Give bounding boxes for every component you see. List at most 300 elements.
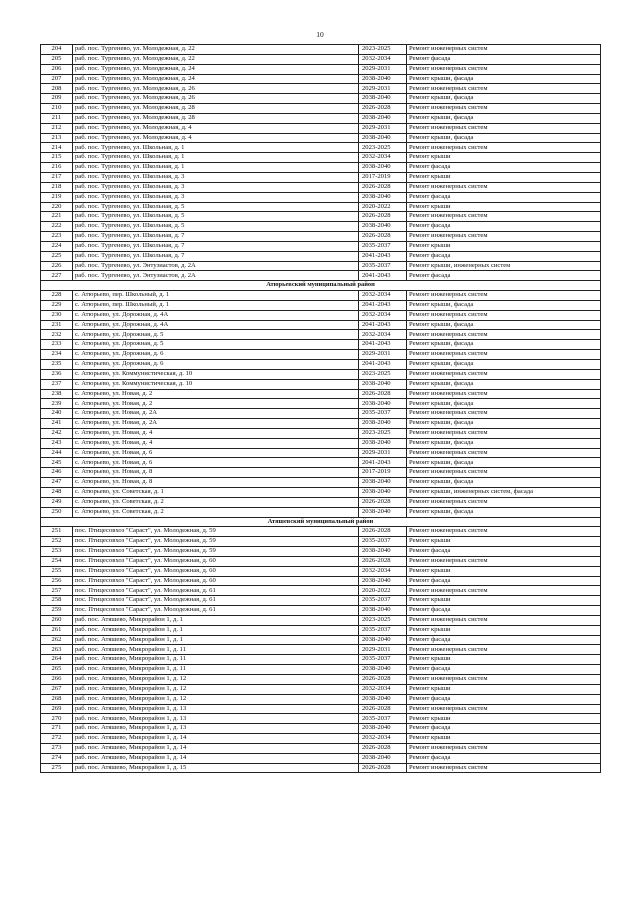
row-number: 273 (41, 743, 73, 753)
row-number: 249 (41, 497, 73, 507)
table-row (41, 556, 601, 566)
table-row (41, 369, 601, 379)
table-row (41, 665, 601, 675)
table-row (41, 251, 601, 261)
address-cell: раб. пос. Тургенево, ул. Молодежная, д. 28 (73, 104, 359, 114)
table-row (41, 360, 601, 370)
period-cell: 2035-2037 (359, 241, 407, 251)
work-type-cell: Ремонт крыши, инженерных систем (407, 261, 601, 271)
address-cell: с. Атюрьево, ул. Советская, д. 2 (73, 497, 359, 507)
work-type-cell: Ремонт инженерных систем (407, 104, 601, 114)
row-number: 243 (41, 438, 73, 448)
row-number: 255 (41, 566, 73, 576)
table-row (41, 271, 601, 281)
table-row (41, 419, 601, 429)
work-type-cell: Ремонт инженерных систем (407, 615, 601, 625)
table-row (41, 45, 601, 55)
period-cell: 2035-2037 (359, 625, 407, 635)
table-row (41, 724, 601, 734)
period-cell: 2038-2040 (359, 724, 407, 734)
table-row (41, 734, 601, 744)
work-type-cell: Ремонт крыши, фасада (407, 379, 601, 389)
period-cell: 2026-2028 (359, 556, 407, 566)
address-cell: с. Атюрьево, пер. Школьный, д. 1 (73, 300, 359, 310)
work-type-cell: Ремонт крыши, фасада (407, 74, 601, 84)
address-cell: раб. пос. Атяшево, Микрорайон 1, д. 11 (73, 655, 359, 665)
period-cell: 2023-2025 (359, 369, 407, 379)
work-type-cell: Ремонт инженерных систем (407, 350, 601, 360)
address-cell: пос. Птицесовхоз "Сараст", ул. Молодежная, д. 60 (73, 576, 359, 586)
row-number: 213 (41, 133, 73, 143)
period-cell: 2026-2028 (359, 675, 407, 685)
table-row (41, 438, 601, 448)
work-type-cell: Ремонт крыши (407, 596, 601, 606)
work-type-cell: Ремонт инженерных систем (407, 310, 601, 320)
work-type-cell: Ремонт фасада (407, 606, 601, 616)
address-cell: раб. пос. Тургенево, ул. Школьная, д. 1 (73, 143, 359, 153)
address-cell: раб. пос. Тургенево, ул. Молодежная, д. 22 (73, 54, 359, 64)
row-number: 251 (41, 527, 73, 537)
period-cell: 2038-2040 (359, 94, 407, 104)
address-cell: пос. Птицесовхоз "Сараст", ул. Молодежная, д. 60 (73, 566, 359, 576)
work-type-cell: Ремонт крыши, фасада (407, 419, 601, 429)
address-cell: с. Атюрьево, ул. Коммунистическая, д. 10 (73, 369, 359, 379)
table-row (41, 645, 601, 655)
address-cell: пос. Птицесовхоз "Сараст", ул. Молодежная, д. 59 (73, 547, 359, 557)
period-cell: 2026-2028 (359, 212, 407, 222)
table-row (41, 714, 601, 724)
period-cell: 2041-2043 (359, 300, 407, 310)
period-cell: 2038-2040 (359, 74, 407, 84)
period-cell: 2023-2025 (359, 45, 407, 55)
period-cell: 2038-2040 (359, 606, 407, 616)
period-cell: 2029-2031 (359, 64, 407, 74)
section-header-row (41, 517, 601, 527)
row-number: 220 (41, 202, 73, 212)
table-row (41, 104, 601, 114)
address-cell: раб. пос. Атяшево, Микрорайон 1, д. 11 (73, 665, 359, 675)
repair-schedule-table (40, 44, 601, 773)
work-type-cell: Ремонт фасада (407, 251, 601, 261)
work-type-cell: Ремонт инженерных систем (407, 556, 601, 566)
table-row (41, 113, 601, 123)
table-row (41, 379, 601, 389)
period-cell: 2041-2043 (359, 360, 407, 370)
row-number: 240 (41, 409, 73, 419)
period-cell: 2026-2028 (359, 182, 407, 192)
table-row (41, 586, 601, 596)
address-cell: раб. пос. Атяшево, Микрорайон 1, д. 1 (73, 625, 359, 635)
address-cell: раб. пос. Атяшево, Микрорайон 1, д. 12 (73, 684, 359, 694)
address-cell: раб. пос. Тургенево, ул. Школьная, д. 7 (73, 241, 359, 251)
work-type-cell: Ремонт инженерных систем (407, 428, 601, 438)
table-row (41, 74, 601, 84)
period-cell: 2038-2040 (359, 113, 407, 123)
address-cell: раб. пос. Атяшево, Микрорайон 1, д. 15 (73, 763, 359, 773)
table-row (41, 527, 601, 537)
work-type-cell: Ремонт инженерных систем (407, 232, 601, 242)
address-cell: раб. пос. Атяшево, Микрорайон 1, д. 12 (73, 675, 359, 685)
period-cell: 2038-2040 (359, 547, 407, 557)
address-cell: с. Атюрьево, ул. Новая, д. 2 (73, 399, 359, 409)
row-number: 229 (41, 300, 73, 310)
row-number: 236 (41, 369, 73, 379)
row-number: 225 (41, 251, 73, 261)
work-type-cell: Ремонт инженерных систем (407, 84, 601, 94)
table-row (41, 330, 601, 340)
work-type-cell: Ремонт крыши, фасада (407, 507, 601, 517)
work-type-cell: Ремонт инженерных систем (407, 45, 601, 55)
table-row (41, 458, 601, 468)
address-cell: с. Атюрьево, ул. Новая, д. 6 (73, 458, 359, 468)
row-number: 274 (41, 753, 73, 763)
table-row (41, 684, 601, 694)
address-cell: с. Атюрьево, ул. Советская, д. 1 (73, 487, 359, 497)
work-type-cell: Ремонт инженерных систем (407, 763, 601, 773)
row-number: 256 (41, 576, 73, 586)
table-row (41, 123, 601, 133)
period-cell: 2032-2034 (359, 684, 407, 694)
address-cell: раб. пос. Атяшево, Микрорайон 1, д. 14 (73, 743, 359, 753)
table-row (41, 54, 601, 64)
row-number: 210 (41, 104, 73, 114)
row-number: 244 (41, 448, 73, 458)
work-type-cell: Ремонт инженерных систем (407, 389, 601, 399)
address-cell: раб. пос. Тургенево, ул. Молодежная, д. 4 (73, 133, 359, 143)
row-number: 272 (41, 734, 73, 744)
table-row (41, 566, 601, 576)
table-row (41, 763, 601, 773)
period-cell: 2038-2040 (359, 694, 407, 704)
work-type-cell: Ремонт крыши (407, 566, 601, 576)
work-type-cell: Ремонт инженерных систем (407, 527, 601, 537)
period-cell: 2029-2031 (359, 84, 407, 94)
table-row (41, 635, 601, 645)
address-cell: раб. пос. Атяшево, Микрорайон 1, д. 13 (73, 714, 359, 724)
work-type-cell: Ремонт инженерных систем (407, 704, 601, 714)
row-number: 212 (41, 123, 73, 133)
address-cell: с. Атюрьево, ул. Дорожная, д. 4А (73, 310, 359, 320)
row-number: 271 (41, 724, 73, 734)
address-cell: раб. пос. Тургенево, ул. Энтузиастов, д. 2А (73, 261, 359, 271)
table-row (41, 694, 601, 704)
row-number: 239 (41, 399, 73, 409)
row-number: 204 (41, 45, 73, 55)
work-type-cell: Ремонт крыши (407, 714, 601, 724)
period-cell: 2038-2040 (359, 753, 407, 763)
work-type-cell: Ремонт крыши (407, 537, 601, 547)
row-number: 247 (41, 478, 73, 488)
row-number: 241 (41, 419, 73, 429)
table-body (41, 45, 601, 773)
work-type-cell: Ремонт крыши (407, 202, 601, 212)
table-row (41, 753, 601, 763)
address-cell: раб. пос. Тургенево, ул. Школьная, д. 3 (73, 192, 359, 202)
work-type-cell: Ремонт фасада (407, 576, 601, 586)
period-cell: 2032-2034 (359, 291, 407, 301)
period-cell: 2035-2037 (359, 655, 407, 665)
table-row (41, 192, 601, 202)
table-row (41, 468, 601, 478)
work-type-cell: Ремонт инженерных систем (407, 675, 601, 685)
address-cell: раб. пос. Тургенево, ул. Энтузиастов, д. 2А (73, 271, 359, 281)
work-type-cell: Ремонт фасада (407, 163, 601, 173)
period-cell: 2026-2028 (359, 743, 407, 753)
row-number: 215 (41, 153, 73, 163)
period-cell: 2029-2031 (359, 123, 407, 133)
work-type-cell: Ремонт крыши (407, 734, 601, 744)
table-row (41, 675, 601, 685)
row-number: 242 (41, 428, 73, 438)
table-row (41, 537, 601, 547)
row-number: 226 (41, 261, 73, 271)
period-cell: 2038-2040 (359, 163, 407, 173)
row-number: 223 (41, 232, 73, 242)
row-number: 237 (41, 379, 73, 389)
row-number: 266 (41, 675, 73, 685)
work-type-cell: Ремонт фасада (407, 694, 601, 704)
row-number: 227 (41, 271, 73, 281)
address-cell: раб. пос. Тургенево, ул. Молодежная, д. 26 (73, 84, 359, 94)
work-type-cell: Ремонт инженерных систем (407, 291, 601, 301)
row-number: 275 (41, 763, 73, 773)
table-row (41, 743, 601, 753)
work-type-cell: Ремонт крыши (407, 625, 601, 635)
table-row (41, 350, 601, 360)
address-cell: раб. пос. Тургенево, ул. Школьная, д. 5 (73, 202, 359, 212)
work-type-cell: Ремонт фасада (407, 271, 601, 281)
address-cell: с. Атюрьево, ул. Новая, д. 2А (73, 409, 359, 419)
work-type-cell: Ремонт крыши, фасада (407, 300, 601, 310)
work-type-cell: Ремонт инженерных систем (407, 212, 601, 222)
table-row (41, 655, 601, 665)
row-number: 250 (41, 507, 73, 517)
work-type-cell: Ремонт инженерных систем (407, 182, 601, 192)
address-cell: раб. пос. Атяшево, Микрорайон 1, д. 14 (73, 753, 359, 763)
address-cell: раб. пос. Тургенево, ул. Молодежная, д. 22 (73, 45, 359, 55)
work-type-cell: Ремонт крыши, фасада (407, 399, 601, 409)
address-cell: с. Атюрьево, ул. Дорожная, д. 6 (73, 350, 359, 360)
row-number: 232 (41, 330, 73, 340)
period-cell: 2041-2043 (359, 340, 407, 350)
row-number: 263 (41, 645, 73, 655)
period-cell: 2029-2031 (359, 645, 407, 655)
address-cell: с. Атюрьево, ул. Новая, д. 8 (73, 478, 359, 488)
address-cell: раб. пос. Атяшево, Микрорайон 1, д. 1 (73, 635, 359, 645)
row-number: 252 (41, 537, 73, 547)
period-cell: 2035-2037 (359, 409, 407, 419)
row-number: 207 (41, 74, 73, 84)
address-cell: раб. пос. Тургенево, ул. Школьная, д. 1 (73, 163, 359, 173)
address-cell: с. Атюрьево, ул. Дорожная, д. 5 (73, 340, 359, 350)
address-cell: с. Атюрьево, ул. Новая, д. 2 (73, 389, 359, 399)
period-cell: 2038-2040 (359, 665, 407, 675)
period-cell: 2038-2040 (359, 507, 407, 517)
address-cell: пос. Птицесовхоз "Сараст", ул. Молодежная, д. 61 (73, 586, 359, 596)
address-cell: с. Атюрьево, ул. Новая, д. 4 (73, 428, 359, 438)
period-cell: 2041-2043 (359, 320, 407, 330)
period-cell: 2026-2028 (359, 497, 407, 507)
period-cell: 2032-2034 (359, 330, 407, 340)
period-cell: 2035-2037 (359, 714, 407, 724)
period-cell: 2038-2040 (359, 399, 407, 409)
work-type-cell: Ремонт крыши, фасада (407, 458, 601, 468)
table-row (41, 212, 601, 222)
period-cell: 2038-2040 (359, 635, 407, 645)
work-type-cell: Ремонт фасада (407, 724, 601, 734)
table-row (41, 202, 601, 212)
address-cell: с. Атюрьево, ул. Дорожная, д. 6 (73, 360, 359, 370)
period-cell: 2026-2028 (359, 527, 407, 537)
row-number: 224 (41, 241, 73, 251)
period-cell: 2017-2019 (359, 172, 407, 182)
period-cell: 2032-2034 (359, 734, 407, 744)
table-row (41, 310, 601, 320)
period-cell: 2026-2028 (359, 232, 407, 242)
table-row (41, 497, 601, 507)
address-cell: раб. пос. Тургенево, ул. Школьная, д. 7 (73, 232, 359, 242)
address-cell: раб. пос. Тургенево, ул. Школьная, д. 5 (73, 212, 359, 222)
period-cell: 2020-2022 (359, 202, 407, 212)
period-cell: 2038-2040 (359, 379, 407, 389)
address-cell: пос. Птицесовхоз "Сараст", ул. Молодежная, д. 60 (73, 556, 359, 566)
period-cell: 2032-2034 (359, 153, 407, 163)
table-row (41, 222, 601, 232)
row-number: 234 (41, 350, 73, 360)
period-cell: 2038-2040 (359, 419, 407, 429)
address-cell: раб. пос. Тургенево, ул. Школьная, д. 3 (73, 172, 359, 182)
table-row (41, 625, 601, 635)
address-cell: с. Атюрьево, ул. Дорожная, д. 5 (73, 330, 359, 340)
period-cell: 2038-2040 (359, 438, 407, 448)
row-number: 228 (41, 291, 73, 301)
work-type-cell: Ремонт инженерных систем (407, 743, 601, 753)
work-type-cell: Ремонт крыши (407, 241, 601, 251)
row-number: 246 (41, 468, 73, 478)
table-row (41, 478, 601, 488)
address-cell: раб. пос. Тургенево, ул. Молодежная, д. 24 (73, 74, 359, 84)
period-cell: 2038-2040 (359, 133, 407, 143)
period-cell: 2029-2031 (359, 448, 407, 458)
address-cell: раб. пос. Атяшево, Микрорайон 1, д. 1 (73, 615, 359, 625)
row-number: 216 (41, 163, 73, 173)
work-type-cell: Ремонт инженерных систем (407, 330, 601, 340)
work-type-cell: Ремонт крыши, фасада (407, 320, 601, 330)
table-row (41, 182, 601, 192)
work-type-cell: Ремонт фасада (407, 753, 601, 763)
address-cell: раб. пос. Тургенево, ул. Молодежная, д. 4 (73, 123, 359, 133)
table-row (41, 133, 601, 143)
address-cell: раб. пос. Тургенево, ул. Школьная, д. 1 (73, 153, 359, 163)
period-cell: 2026-2028 (359, 763, 407, 773)
work-type-cell: Ремонт крыши, фасада (407, 113, 601, 123)
work-type-cell: Ремонт инженерных систем (407, 369, 601, 379)
period-cell: 2020-2022 (359, 586, 407, 596)
address-cell: раб. пос. Атяшево, Микрорайон 1, д. 13 (73, 704, 359, 714)
row-number: 268 (41, 694, 73, 704)
address-cell: раб. пос. Тургенево, ул. Молодежная, д. 28 (73, 113, 359, 123)
address-cell: раб. пос. Тургенево, ул. Школьная, д. 3 (73, 182, 359, 192)
row-number: 257 (41, 586, 73, 596)
table-row (41, 143, 601, 153)
table-row (41, 448, 601, 458)
period-cell: 2023-2025 (359, 143, 407, 153)
table-row (41, 340, 601, 350)
address-cell: пос. Птицесовхоз "Сараст", ул. Молодежная, д. 61 (73, 596, 359, 606)
row-number: 245 (41, 458, 73, 468)
work-type-cell: Ремонт инженерных систем (407, 468, 601, 478)
district-name: Атюрьевский муниципальный район (41, 281, 601, 291)
row-number: 261 (41, 625, 73, 635)
row-number: 265 (41, 665, 73, 675)
period-cell: 2023-2025 (359, 428, 407, 438)
work-type-cell: Ремонт крыши, фасада (407, 478, 601, 488)
work-type-cell: Ремонт инженерных систем (407, 123, 601, 133)
table-row (41, 84, 601, 94)
table-row (41, 261, 601, 271)
period-cell: 2041-2043 (359, 271, 407, 281)
work-type-cell: Ремонт инженерных систем (407, 497, 601, 507)
table-row (41, 428, 601, 438)
row-number: 253 (41, 547, 73, 557)
work-type-cell: Ремонт фасада (407, 54, 601, 64)
row-number: 269 (41, 704, 73, 714)
table-row (41, 94, 601, 104)
address-cell: раб. пос. Тургенево, ул. Молодежная, д. 24 (73, 64, 359, 74)
address-cell: пос. Птицесовхоз "Сараст", ул. Молодежная, д. 59 (73, 537, 359, 547)
table-row (41, 704, 601, 714)
period-cell: 2038-2040 (359, 576, 407, 586)
address-cell: с. Атюрьево, ул. Советская, д. 2 (73, 507, 359, 517)
row-number: 248 (41, 487, 73, 497)
period-cell: 2035-2037 (359, 596, 407, 606)
work-type-cell: Ремонт инженерных систем (407, 64, 601, 74)
address-cell: с. Атюрьево, ул. Новая, д. 2А (73, 419, 359, 429)
address-cell: с. Атюрьево, ул. Дорожная, д. 4А (73, 320, 359, 330)
address-cell: раб. пос. Атяшево, Микрорайон 1, д. 11 (73, 645, 359, 655)
row-number: 233 (41, 340, 73, 350)
row-number: 205 (41, 54, 73, 64)
row-number: 211 (41, 113, 73, 123)
row-number: 238 (41, 389, 73, 399)
work-type-cell: Ремонт фасада (407, 192, 601, 202)
address-cell: раб. пос. Тургенево, ул. Школьная, д. 7 (73, 251, 359, 261)
work-type-cell: Ремонт фасада (407, 635, 601, 645)
period-cell: 2026-2028 (359, 704, 407, 714)
address-cell: раб. пос. Тургенево, ул. Школьная, д. 5 (73, 222, 359, 232)
period-cell: 2041-2043 (359, 251, 407, 261)
table-row (41, 487, 601, 497)
period-cell: 2035-2037 (359, 261, 407, 271)
row-number: 258 (41, 596, 73, 606)
period-cell: 2038-2040 (359, 222, 407, 232)
row-number: 209 (41, 94, 73, 104)
table-row (41, 163, 601, 173)
table-row (41, 547, 601, 557)
district-name: Атяшевский муниципальный район (41, 517, 601, 527)
row-number: 231 (41, 320, 73, 330)
work-type-cell: Ремонт инженерных систем (407, 448, 601, 458)
period-cell: 2026-2028 (359, 389, 407, 399)
work-type-cell: Ремонт крыши, фасада (407, 438, 601, 448)
period-cell: 2026-2028 (359, 104, 407, 114)
table-row (41, 153, 601, 163)
address-cell: раб. пос. Атяшево, Микрорайон 1, д. 14 (73, 734, 359, 744)
row-number: 214 (41, 143, 73, 153)
period-cell: 2017-2019 (359, 468, 407, 478)
address-cell: пос. Птицесовхоз "Сараст", ул. Молодежная, д. 59 (73, 527, 359, 537)
period-cell: 2032-2034 (359, 54, 407, 64)
